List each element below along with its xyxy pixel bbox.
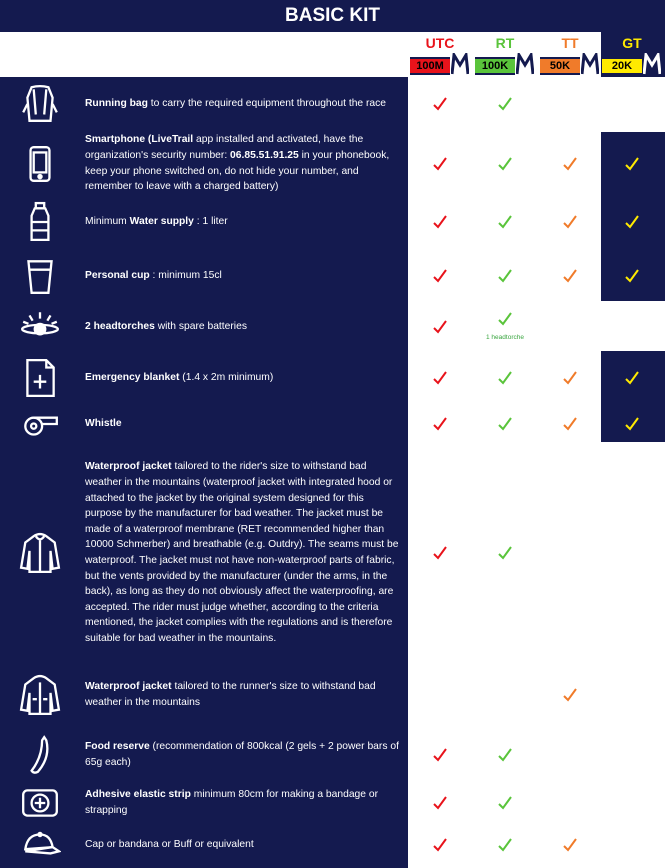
- distance-badge-rt: 100K: [475, 57, 515, 75]
- item-name: Emergency blanket: [85, 371, 180, 383]
- m-logo-icon: [581, 53, 599, 75]
- check-icon-rt: [490, 747, 520, 767]
- item-description: [85, 248, 403, 303]
- item-name: Food reserve: [85, 741, 150, 753]
- check-icon-utc: [425, 319, 455, 339]
- item-description: [85, 77, 403, 131]
- smartphone-icon: [8, 132, 72, 195]
- item-description: [85, 663, 403, 727]
- water-bottle-icon: [8, 195, 72, 248]
- m-logo-icon: [516, 53, 534, 75]
- check-icon-utc: [425, 214, 455, 234]
- check-icon-tt: [555, 156, 585, 176]
- check-icon-tt: [555, 268, 585, 288]
- check-icon-rt: [490, 837, 520, 857]
- check-icon-rt: [490, 370, 520, 390]
- item-name: Water supply: [129, 215, 194, 227]
- check-icon-utc: [425, 416, 455, 436]
- item-text: in your phonebook, keep your phone switched on, do not hide your number, and remember to leave with a charged battery): [85, 149, 390, 193]
- column-header-utc: UTC: [425, 35, 455, 51]
- check-icon-utc: [425, 96, 455, 116]
- distance-badge-gt: 20K: [602, 57, 642, 75]
- check-icon-tt: [555, 370, 585, 390]
- item-text: app installed and activated, have the organization's security number:: [85, 134, 364, 161]
- jacket-icon: [8, 663, 72, 727]
- waterproof-jacket-icon: [8, 443, 72, 663]
- item-description: [85, 195, 403, 248]
- item-text: with spare batteries: [154, 321, 247, 333]
- item-description: [85, 727, 403, 783]
- item-text: (1.4 x 2m minimum): [179, 371, 274, 383]
- item-description: [85, 404, 403, 443]
- check-icon-gt: [617, 416, 647, 436]
- item-text: tailored to the runner's size to withstand bad weather in the mountains: [85, 681, 376, 708]
- item-name: Running bag: [85, 98, 148, 110]
- item-description: [85, 351, 403, 404]
- item-description: [85, 822, 403, 868]
- check-icon-rt: [490, 214, 520, 234]
- item-name: Waterproof jacket: [85, 681, 172, 693]
- banana-icon: [8, 727, 72, 783]
- item-name: Whistle: [85, 417, 122, 429]
- cap-icon: [8, 822, 72, 868]
- item-name: Adhesive elastic strip: [85, 788, 191, 800]
- item-name: Waterproof jacket: [85, 461, 172, 473]
- item-description: [85, 443, 403, 663]
- item-text: : minimum 15cl: [149, 269, 222, 281]
- whistle-icon: [8, 404, 72, 443]
- item-text: tailored to the rider's size to withstand bad weather in the mountains (waterproof jacket with integrated hood or attached to the jacket by the original system designed for this purpose by the manufacturer for bad weather. The jacket must be made of a waterproof membrane (RET recommended higher than 10000 Schmerber) and breathable (e.g. Outdry). The seams must be waterproof. The jacket must not have non-waterproof parts of fabric, but the vents provided by the manufacturer (under the arms, in the back), as long as they do not obviously affect the waterproofing, are accepted. The rider must judge whether, according to the criteria mentioned, the jacket complies with the regulations and is therefore suitable for bad weather in the mountains.: [85, 461, 399, 644]
- item-text: (recommendation of 800kcal (2 gels + 2 power bars of 65g each): [85, 741, 399, 768]
- check-icon-rt: [490, 156, 520, 176]
- item-text: Cap or bandana or Buff or equivalent: [85, 839, 254, 851]
- check-icon-gt: [617, 214, 647, 234]
- item-text: : 1 liter: [193, 215, 228, 227]
- check-icon-rt: [490, 96, 520, 116]
- check-icon-gt: [617, 156, 647, 176]
- page-title: BASIC KIT: [0, 0, 665, 32]
- column-header-rt: RT: [495, 35, 515, 51]
- check-icon-rt: [490, 416, 520, 436]
- column-header-gt: GT: [622, 35, 642, 51]
- item-text: Minimum: [85, 215, 130, 227]
- check-icon-tt: [555, 837, 585, 857]
- check-icon-tt: [555, 416, 585, 436]
- check-icon-rt: [490, 795, 520, 815]
- item-name: 2 headtorches: [85, 321, 155, 333]
- check-icon-rt: [490, 545, 520, 565]
- headtorch-icon: [8, 303, 72, 351]
- running-bag-icon: [8, 77, 72, 131]
- check-icon-utc: [425, 156, 455, 176]
- headtorch-note: 1 headtorche: [486, 334, 524, 341]
- item-name: 06.85.51.91.25: [230, 149, 299, 161]
- check-icon-tt: [555, 687, 585, 707]
- m-logo-icon: [451, 53, 469, 75]
- m-logo-icon: [643, 53, 661, 75]
- check-icon-utc: [425, 545, 455, 565]
- bandage-icon: [8, 783, 72, 822]
- item-name: Smartphone (LiveTrail: [85, 134, 194, 146]
- item-name: Personal cup: [85, 269, 150, 281]
- cup-icon: [8, 248, 72, 303]
- distance-badge-tt: 50K: [540, 57, 580, 75]
- check-icon-utc: [425, 795, 455, 815]
- check-icon-rt: [490, 311, 520, 331]
- check-icon-utc: [425, 747, 455, 767]
- emergency-blanket-icon: [8, 351, 72, 404]
- check-icon-utc: [425, 370, 455, 390]
- item-description: [85, 132, 403, 195]
- check-icon-rt: [490, 268, 520, 288]
- check-icon-gt: [617, 268, 647, 288]
- check-icon-utc: [425, 268, 455, 288]
- item-text: minimum 80cm for making a bandage or strapping: [85, 788, 379, 816]
- check-icon-utc: [425, 837, 455, 857]
- item-description: [85, 783, 403, 822]
- distance-badge-utc: 100M: [410, 57, 450, 75]
- check-icon-gt: [617, 370, 647, 390]
- check-icon-tt: [555, 214, 585, 234]
- column-header-tt: TT: [561, 35, 579, 51]
- item-text: to carry the required equipment throughout the race: [147, 98, 387, 110]
- item-description: [85, 303, 403, 351]
